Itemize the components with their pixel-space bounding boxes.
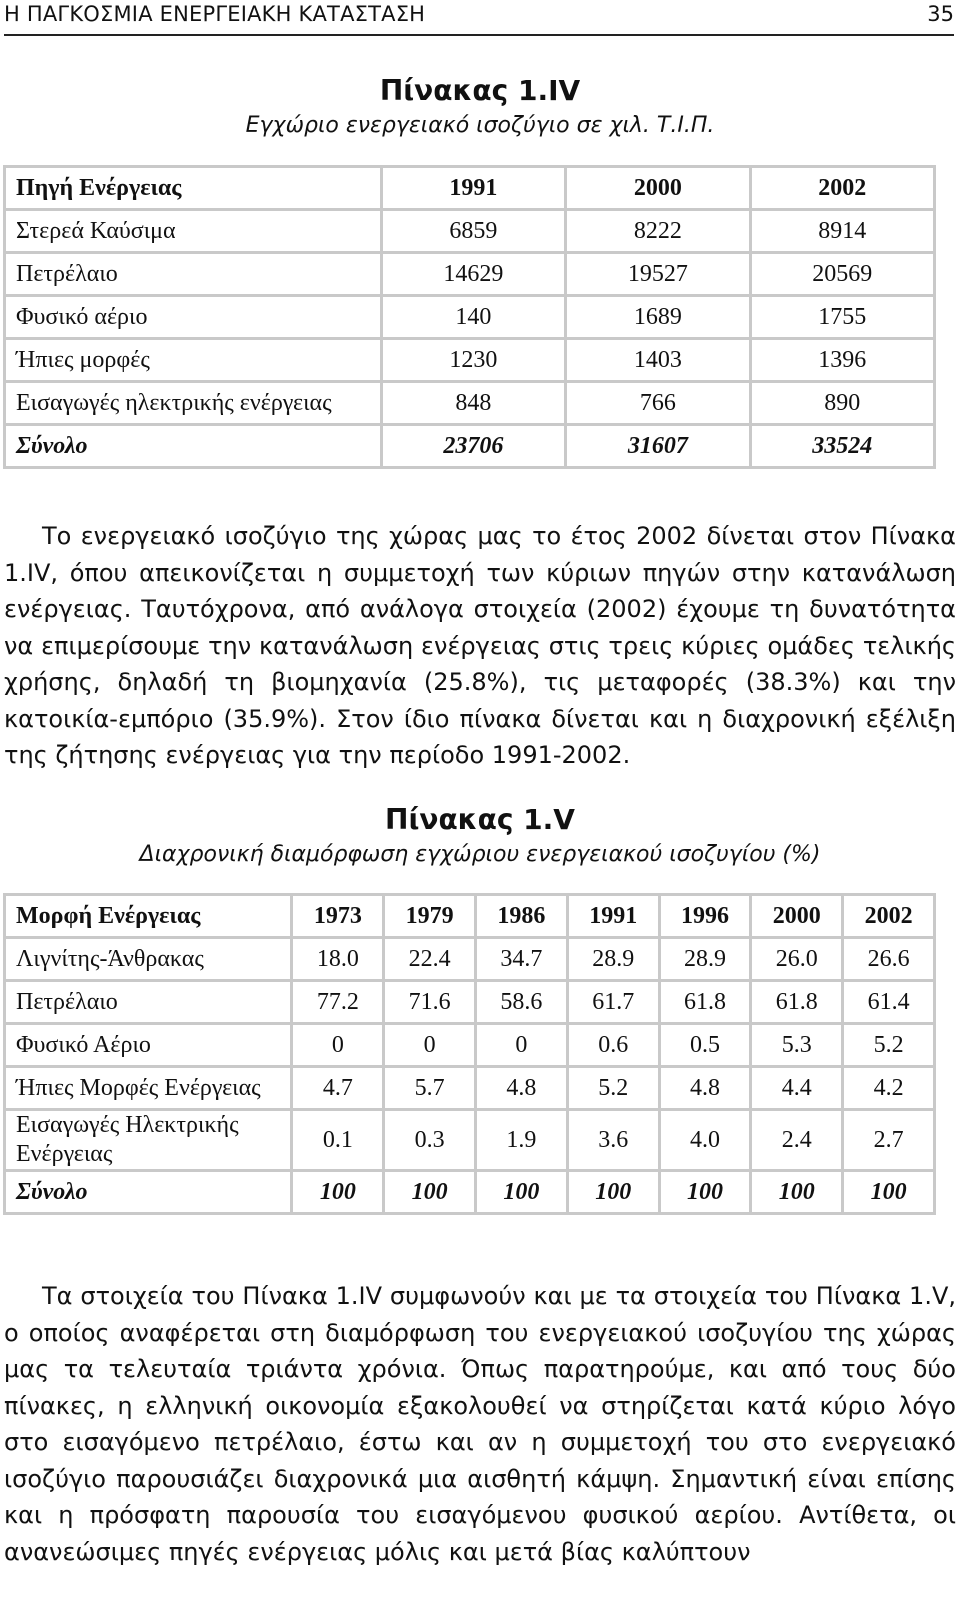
table-row — [5, 339, 935, 382]
cell-value: 5.3 — [751, 1024, 843, 1067]
cell-value: 0 — [292, 1024, 384, 1067]
table-row — [5, 1067, 935, 1110]
header-cell: 1996 — [659, 895, 751, 938]
table2-caption — [0, 803, 960, 867]
cell-value: 1403 — [566, 339, 750, 382]
page-header — [4, 0, 954, 36]
header-cell: 1986 — [476, 895, 568, 938]
table-1-v — [3, 893, 936, 1215]
total-value: 31607 — [566, 425, 750, 468]
cell-value: 26.0 — [751, 938, 843, 981]
header-cell: Μορφή Ενέργειας — [5, 895, 292, 938]
cell-value: 61.7 — [567, 981, 659, 1024]
row-label: Φυσικό Αέριο — [5, 1024, 292, 1067]
cell-value: 20569 — [750, 253, 934, 296]
row-label: Εισαγωγές ηλεκτρικής ενέργειας — [5, 382, 382, 425]
table-row — [5, 296, 935, 339]
header-cell: 2000 — [566, 167, 750, 210]
cell-value: 5.2 — [843, 1024, 935, 1067]
row-label: Πετρέλαιο — [5, 981, 292, 1024]
table-row — [5, 1110, 935, 1171]
cell-value: 8222 — [566, 210, 750, 253]
total-label: Σύνολο — [5, 425, 382, 468]
cell-value: 0 — [476, 1024, 568, 1067]
row-label: Λιγνίτης-Άνθρακας — [5, 938, 292, 981]
cell-value: 890 — [750, 382, 934, 425]
table-row — [5, 1024, 935, 1067]
table1-caption — [0, 74, 960, 138]
total-value: 100 — [292, 1171, 384, 1214]
cell-value: 1689 — [566, 296, 750, 339]
total-value: 100 — [567, 1171, 659, 1214]
table-row — [5, 382, 935, 425]
cell-value: 0.1 — [292, 1110, 384, 1171]
row-label: Εισαγωγές Ηλεκτρικής Ενέργειας — [5, 1110, 292, 1171]
cell-value: 8914 — [750, 210, 934, 253]
header-cell: Πηγή Ενέργειας — [5, 167, 382, 210]
header-cell: 1991 — [567, 895, 659, 938]
cell-value: 766 — [566, 382, 750, 425]
total-value: 100 — [751, 1171, 843, 1214]
cell-value: 22.4 — [384, 938, 476, 981]
cell-value: 0.5 — [659, 1024, 751, 1067]
header-cell: 2002 — [843, 895, 935, 938]
cell-value: 0.3 — [384, 1110, 476, 1171]
header-cell: 1979 — [384, 895, 476, 938]
cell-value: 28.9 — [659, 938, 751, 981]
header-cell: 1973 — [292, 895, 384, 938]
table-row — [5, 938, 935, 981]
total-value: 23706 — [381, 425, 565, 468]
total-value: 100 — [476, 1171, 568, 1214]
cell-value: 1.9 — [476, 1110, 568, 1171]
header-cell: 2000 — [751, 895, 843, 938]
cell-value: 4.2 — [843, 1067, 935, 1110]
cell-value: 4.4 — [751, 1067, 843, 1110]
total-label: Σύνολο — [5, 1171, 292, 1214]
cell-value: 4.8 — [476, 1067, 568, 1110]
cell-value: 26.6 — [843, 938, 935, 981]
cell-value: 1755 — [750, 296, 934, 339]
cell-value: 61.8 — [659, 981, 751, 1024]
table-header-row — [5, 895, 935, 938]
table-row — [5, 210, 935, 253]
cell-value: 0.6 — [567, 1024, 659, 1067]
row-label: Ήπιες Μορφές Ενέργειας — [5, 1067, 292, 1110]
table1-title: Πίνακας 1.IV — [379, 74, 581, 107]
cell-value: 19527 — [566, 253, 750, 296]
cell-value: 1230 — [381, 339, 565, 382]
cell-value: 3.6 — [567, 1110, 659, 1171]
total-value: 100 — [659, 1171, 751, 1214]
body-paragraph-2 — [4, 1278, 956, 1570]
cell-value: 58.6 — [476, 981, 568, 1024]
table-total-row — [5, 425, 935, 468]
table2-subtitle: Διαχρονική διαμόρφωση εγχώριου ενεργειακού ισοζυγίου (%) — [139, 842, 821, 867]
cell-value: 0 — [384, 1024, 476, 1067]
table1-subtitle: Εγχώριο ενεργειακό ισοζύγιο σε χιλ. Τ.Ι.Π. — [245, 113, 715, 138]
paragraph-text: Το ενεργειακό ισοζύγιο της χώρας μας το έτος 2002 δίνεται στον Πίνακα 1.IV, όπου απεικονίζεται η συμμετοχή των κύριων πηγών στην κατανάλωση ενέργειας. Ταυτόχρονα, από ανάλογα στοιχεία (2002) έχουμε τη δυνατότητα να επιμερίσουμε την κατανάλωση ενέργειας στις τρεις κύριες ομάδες τελικής χρήσης, δηλαδή τη βιομηχανία (25.8%), τις μεταφορές (38.3%) και την κατοικία-εμπόριο (35.9%). Στον ίδιο πίνακα δίνεται και η διαχρονική εξέλιξη της ζήτησης ενέργειας για την περίοδο 1991-2002. — [4, 522, 956, 769]
table-header-row — [5, 167, 935, 210]
header-cell: 1991 — [381, 167, 565, 210]
table-row — [5, 981, 935, 1024]
row-label: Φυσικό αέριο — [5, 296, 382, 339]
cell-value: 140 — [381, 296, 565, 339]
cell-value: 5.2 — [567, 1067, 659, 1110]
row-label: Ήπιες μορφές — [5, 339, 382, 382]
cell-value: 71.6 — [384, 981, 476, 1024]
body-paragraph-1 — [4, 518, 956, 774]
page-number: 35 — [927, 2, 954, 26]
table2-title: Πίνακας 1.V — [385, 803, 575, 836]
cell-value: 6859 — [381, 210, 565, 253]
cell-value: 5.7 — [384, 1067, 476, 1110]
total-value: 100 — [843, 1171, 935, 1214]
cell-value: 1396 — [750, 339, 934, 382]
cell-value: 28.9 — [567, 938, 659, 981]
cell-value: 4.0 — [659, 1110, 751, 1171]
cell-value: 2.4 — [751, 1110, 843, 1171]
running-title: Η ΠΑΓΚΟΣΜΙΑ ΕΝΕΡΓΕΙΑΚΗ ΚΑΤΑΣΤΑΣΗ — [4, 2, 426, 26]
cell-value: 848 — [381, 382, 565, 425]
cell-value: 34.7 — [476, 938, 568, 981]
cell-value: 14629 — [381, 253, 565, 296]
paragraph-text: Τα στοιχεία του Πίνακα 1.IV συμφωνούν και με τα στοιχεία του Πίνακα 1.V, ο οποίος αναφέρεται στη διαμόρφωση του ενεργειακού ισοζυγίου της χώρας μας τα τελευταία τριάντα χρόνια. Όπως παρατηρούμε, και από τους δύο πίνακες, η ελληνική οικονομία εξακολουθεί να στηρίζεται κατά κύριο λόγο στο εισαγόμενο πετρέλαιο, έστω και αν η συμμετοχή του στο ενεργειακό ισοζύγιο παρουσιάζει διαχρονικά μια αισθητή κάμψη. Σημαντική είναι επίσης και η πρόσφατη παρουσία του εισαγόμενου φυσικού αερίου. Αντίθετα, οι ανανεώσιμες πηγές ενέργειας μόλις και μετά βίας καλύπτουν — [4, 1282, 956, 1566]
cell-value: 77.2 — [292, 981, 384, 1024]
table-1-iv — [3, 165, 936, 469]
cell-value: 61.8 — [751, 981, 843, 1024]
row-label: Στερεά Καύσιμα — [5, 210, 382, 253]
header-cell: 2002 — [750, 167, 934, 210]
cell-value: 61.4 — [843, 981, 935, 1024]
total-value: 33524 — [750, 425, 934, 468]
cell-value: 4.8 — [659, 1067, 751, 1110]
cell-value: 2.7 — [843, 1110, 935, 1171]
table-row — [5, 253, 935, 296]
cell-value: 18.0 — [292, 938, 384, 981]
row-label: Πετρέλαιο — [5, 253, 382, 296]
cell-value: 4.7 — [292, 1067, 384, 1110]
table-total-row — [5, 1171, 935, 1214]
total-value: 100 — [384, 1171, 476, 1214]
